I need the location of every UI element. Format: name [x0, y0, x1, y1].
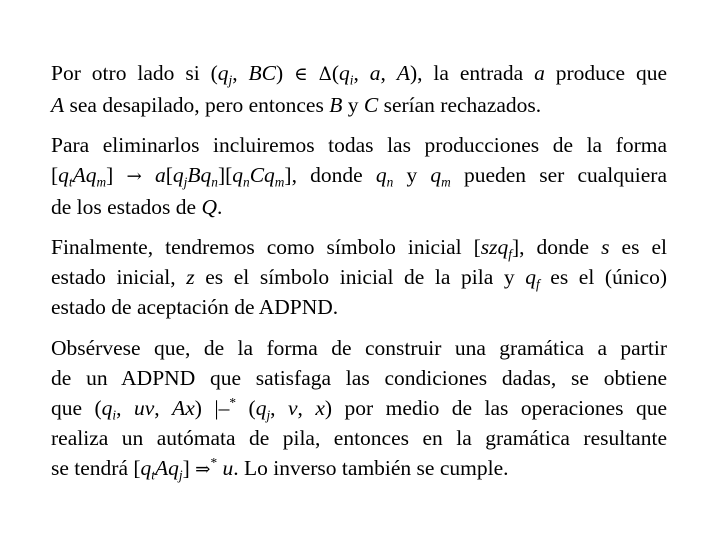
- paragraph-1-line-1: Por otro lado si ($q_j$, BC) ∈ $\Delta(q_i$, a, A), la entrada a produce que: [51, 61, 667, 88]
- paragraph-2-line-3: de los estados de Q.: [51, 195, 223, 219]
- paragraph-4: [51, 333, 667, 485]
- paragraph-4-line-2: de un ADPND que satisfaga las condiciones dadas, se obtiene: [51, 366, 667, 390]
- paragraph-1-line-2: A sea desapilado, pero entonces B y C serían rechazados.: [51, 93, 542, 117]
- paragraph-1: [51, 58, 667, 120]
- paragraph-3-line-3: estado de aceptación de ADPND.: [51, 295, 339, 319]
- paragraph-3-line-1: Finalmente, tendremos como símbolo inicial [szq$_f$], donde s es el: [51, 235, 667, 262]
- paragraph-4-line-3: que ($q_i$, uv, Ax) |–* ($q_j$, v, x) por medio de las operaciones que: [51, 395, 668, 423]
- paragraph-4-line-4: realiza un autómata de pila, entonces en la gramática resultante: [51, 426, 667, 450]
- paragraph-2-line-2: $[q_tAq_m] \to a[q_jBq_n][q_nCq_m]$, donde $q_n$ y $q_m$ pueden ser cualquiera: [51, 163, 667, 190]
- paragraph-3-line-2: estado inicial, z es el símbolo inicial de la pila y $q_f$ es el (único): [51, 265, 667, 292]
- paragraph-4-line-1: Obsérvese que, de la forma de construir una gramática a partir: [51, 336, 667, 360]
- paragraph-4-line-5: se tendrá $[q_tAq_j]$ ⇒* u. Lo inverso también se cumple.: [51, 455, 509, 483]
- paragraph-2-line-1: Para eliminarlos incluiremos todas las producciones de la forma: [51, 133, 667, 157]
- paragraph-2: [51, 130, 667, 222]
- paragraph-3: [51, 232, 667, 322]
